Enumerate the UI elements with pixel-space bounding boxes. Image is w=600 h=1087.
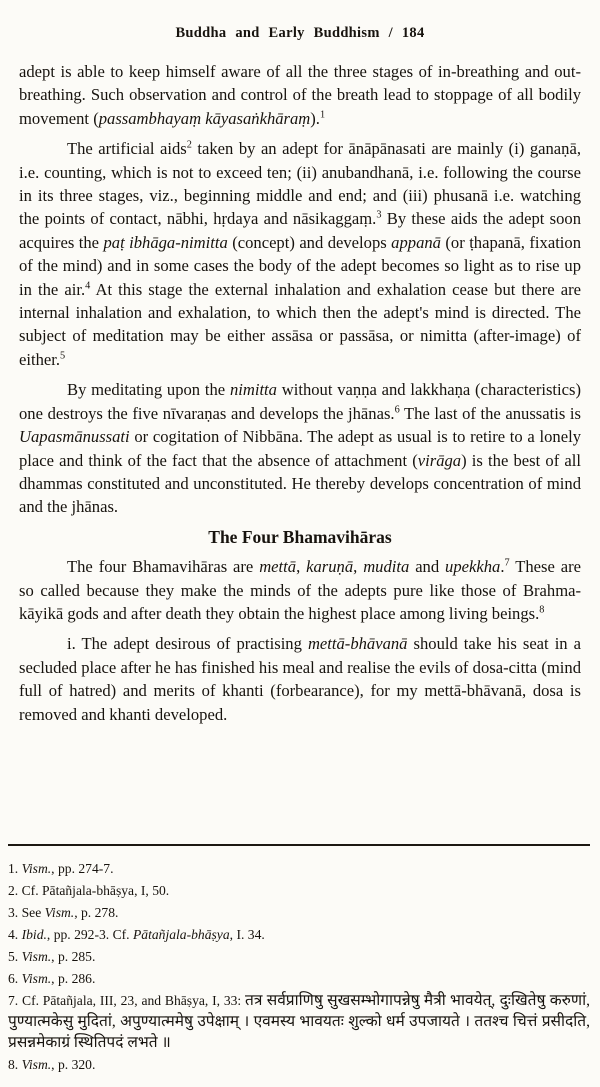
footnote-marker: 1 <box>319 109 326 121</box>
footnote <box>8 880 590 901</box>
footnote <box>8 968 590 989</box>
text-run: Vism. <box>21 1057 52 1072</box>
paragraph <box>19 378 581 518</box>
text-run: Uapasmānussati <box>19 427 130 447</box>
text-run: , p. 285. <box>51 949 96 964</box>
footnote <box>8 924 590 945</box>
page-body <box>19 60 581 733</box>
text-run: Pātañjala-bhāṣya <box>132 927 230 942</box>
text-run: The last of the anussatis is <box>399 403 581 423</box>
text-run: At this stage the external inhalation and exhalation cease but there are internal inhalation and exhalation, to which then the adept's mind is directed. The subject of meditation may be either assāsa or passāsa, or nimitta (after-image) of either. <box>19 279 581 369</box>
text-run: , p. 320. <box>51 1057 96 1072</box>
text-run: upekkha <box>445 557 501 577</box>
text-run: , p. 286. <box>51 971 96 986</box>
text-run: Ibid. <box>21 927 47 942</box>
text-run: without vaṇṇa and lakkhaṇa (characteristics) one destroys the five nīvaraṇas and develops the jhānas. <box>19 380 582 423</box>
paragraph <box>19 632 581 726</box>
section-heading: The Four Bhamavihāras <box>208 526 392 547</box>
text-run: Vism. <box>21 949 52 964</box>
text-run: 5. <box>8 949 22 964</box>
footnote-marker: 3 <box>376 209 382 221</box>
text-run: or cogitation of Nibbāna. The adept as usual is to retire to a lonely place and think of the fact that the absence of attachment ( <box>19 427 581 470</box>
text-run: 2. Cf. Pātañjala-bhāṣya, I, 50. <box>8 883 170 898</box>
text-run: should take his seat in a secluded place after he has finished his meal and realise the evils of dosa-citta (mind full of hatred) and merits of khanti (forbearance), for my mettā-bhāvanā, dosa is removed and khanti developed. <box>19 634 581 724</box>
text-run: Vism. <box>44 905 75 920</box>
text-run: , pp. 292-3. Cf. <box>46 927 133 942</box>
text-run: , pp. 274-7. <box>51 861 114 876</box>
text-run: mettā <box>259 557 297 577</box>
text-run: , <box>296 557 307 577</box>
text-run: and <box>409 557 446 577</box>
text-run: nimitta <box>229 380 277 400</box>
footnote <box>8 946 590 967</box>
text-run: i. The adept desirous of practising <box>67 634 308 654</box>
text-run: passambhayaṃ kāyasaṅkhāraṃ <box>98 108 311 128</box>
text-run: (or ṭhapanā, fixation of the mind) and in some cases the body of the adept becomes so light as to rise up in the air. <box>19 232 582 299</box>
footnote <box>8 990 590 1053</box>
footnote <box>8 858 590 879</box>
text-run: , p. 278. <box>74 905 119 920</box>
text-run: virāga <box>417 450 462 470</box>
text-run: mettā-bhāvanā <box>307 634 408 654</box>
paragraph <box>19 555 581 625</box>
footnote-marker: 2 <box>186 139 192 151</box>
devanagari-text-run: तत्र सर्वप्राणिषु सुखसम्भोगापन्नेषु मैत्री भावयेत्, दुःखितेषु करुणां, पुण्यात्मकेसु मुदितां, अपुण्यात्ममेषु उपेक्षाम् । एवमस्य भावयतः शुल्को धर्म उपजायते । ततश्च चित्तं प्रसीदति, प्रसन्नमेकाग्रं स्थितिपदं लभते ॥ <box>8 992 590 1051</box>
text-run: By these aids the adept soon acquires the <box>19 209 581 252</box>
footnote-marker: 5 <box>60 350 66 362</box>
text-run: mudita <box>363 557 410 577</box>
text-run: adept is able to keep himself aware of all the three stages of in-breathing and out-breathing. Such observation and control of the breath lead to stoppage of all bodily movement ( <box>19 62 581 128</box>
text-run: 8. <box>8 1057 22 1072</box>
paragraph <box>19 137 581 371</box>
paragraph <box>19 60 581 130</box>
text-run: 4. <box>8 927 22 942</box>
text-run: , I. 34. <box>229 927 265 942</box>
text-run: By meditating upon the <box>67 380 230 400</box>
text-run: Vism. <box>21 971 52 986</box>
footnote <box>8 1054 590 1075</box>
text-run: , <box>353 557 364 577</box>
text-run: . <box>500 557 505 577</box>
text-run: ) is the best of all dhammas constituted and unconstituted. He thereby develops concentration of mind and the jhānas. <box>19 450 581 517</box>
text-run: 6. <box>8 971 22 986</box>
footnote-marker: 4 <box>85 280 91 292</box>
text-run: ). <box>310 108 320 128</box>
running-header: Buddha and Early Buddhism / 184 <box>175 25 425 41</box>
footnotes-section <box>8 844 590 1076</box>
text-run: These are so called because they make the minds of the adepts pure like those of Brahma-kāyikā gods and after death they obtain the highest place among living beings. <box>19 557 582 623</box>
footnote-marker: 7 <box>504 557 510 569</box>
text-run: appanā <box>391 232 441 252</box>
text-run: taken by an adept for ānāpānasati are mainly (i) ganaṇā, i.e. counting, which is not to exceed ten; (ii) anubandhanā, i.e. following the course in its three stages, viz., beginning middle and end; and (iii) phusanā i.e. watching the points of contact, nābhi, hṛdaya and nāsikaggaṃ. <box>19 139 581 229</box>
text-run: Vism. <box>21 861 52 876</box>
text-run: (concept) and develops <box>227 232 392 252</box>
footnote-marker: 6 <box>394 404 400 416</box>
text-run: karuṇā <box>306 557 354 577</box>
text-run: 3. See <box>8 905 45 920</box>
footnote-marker: 8 <box>539 604 545 616</box>
text-run: The four Bhamavihāras are <box>67 557 260 577</box>
footnote <box>8 902 590 923</box>
text-run: 7. Cf. Pātañjala, III, 23, and Bhāṣya, I, 33: <box>8 993 246 1008</box>
text-run: paṭ ibhāga-nimitta <box>103 232 228 252</box>
text-run: 1. <box>8 861 22 876</box>
text-run: The artificial aids <box>67 139 187 159</box>
